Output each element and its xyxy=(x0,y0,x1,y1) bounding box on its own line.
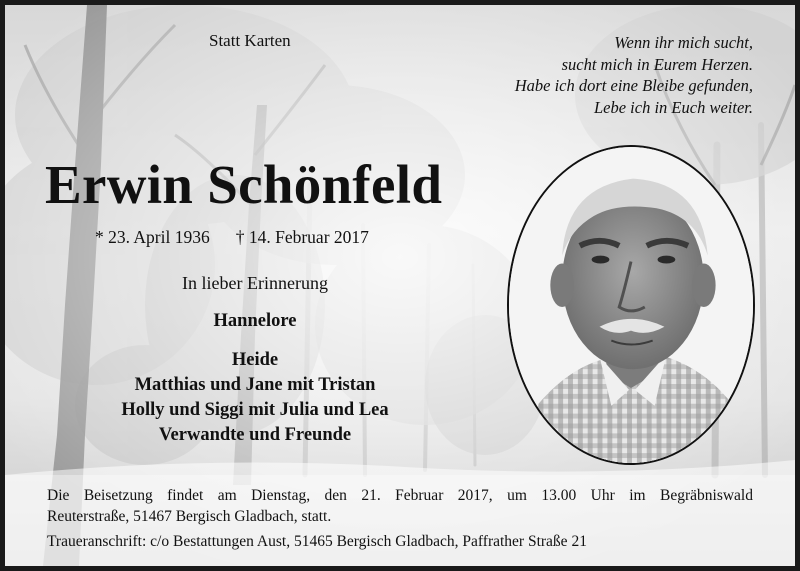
poem-line: Lebe ich in Euch weiter. xyxy=(593,97,753,117)
spouse-name: Hannelore xyxy=(213,311,297,331)
family-line: Verwandte und Freunde xyxy=(158,425,352,445)
life-dates xyxy=(95,227,369,248)
death-date: † 14. Februar 2017 xyxy=(235,227,369,247)
burial-info-line2: Reuterstraße, 51467 Bergisch Gladbach, statt. xyxy=(47,508,332,525)
deceased-name: Erwin Schönfeld xyxy=(45,154,443,215)
poem xyxy=(453,32,753,118)
poem-line: sucht mich in Eurem Herzen. xyxy=(561,54,753,74)
burial-info-line1: Die Beisetzung findet am Dienstag, den 21. Februar 2017, um 13.00 Uhr im Begräbniswald xyxy=(47,487,753,504)
family-list xyxy=(5,348,505,448)
footer xyxy=(47,485,753,552)
birth-date: * 23. April 1936 xyxy=(95,227,210,247)
portrait-photo xyxy=(507,145,755,465)
statt-karten: Statt Karten xyxy=(209,31,291,50)
portrait-illustration xyxy=(509,147,753,463)
family-line: Heide xyxy=(231,350,279,370)
poem-line: Habe ich dort eine Bleibe gefunden, xyxy=(514,76,753,95)
family-line: Holly und Siggi mit Julia und Lea xyxy=(121,400,389,420)
family-line: Matthias und Jane mit Tristan xyxy=(134,375,376,395)
memory-intro: In lieber Erinnerung xyxy=(182,273,328,293)
mourning-address: Traueranschrift: c/o Bestattungen Aust, 51465 Bergisch Gladbach, Paffrather Straße 21 xyxy=(47,533,587,550)
poem-line: Wenn ihr mich sucht, xyxy=(614,33,753,52)
